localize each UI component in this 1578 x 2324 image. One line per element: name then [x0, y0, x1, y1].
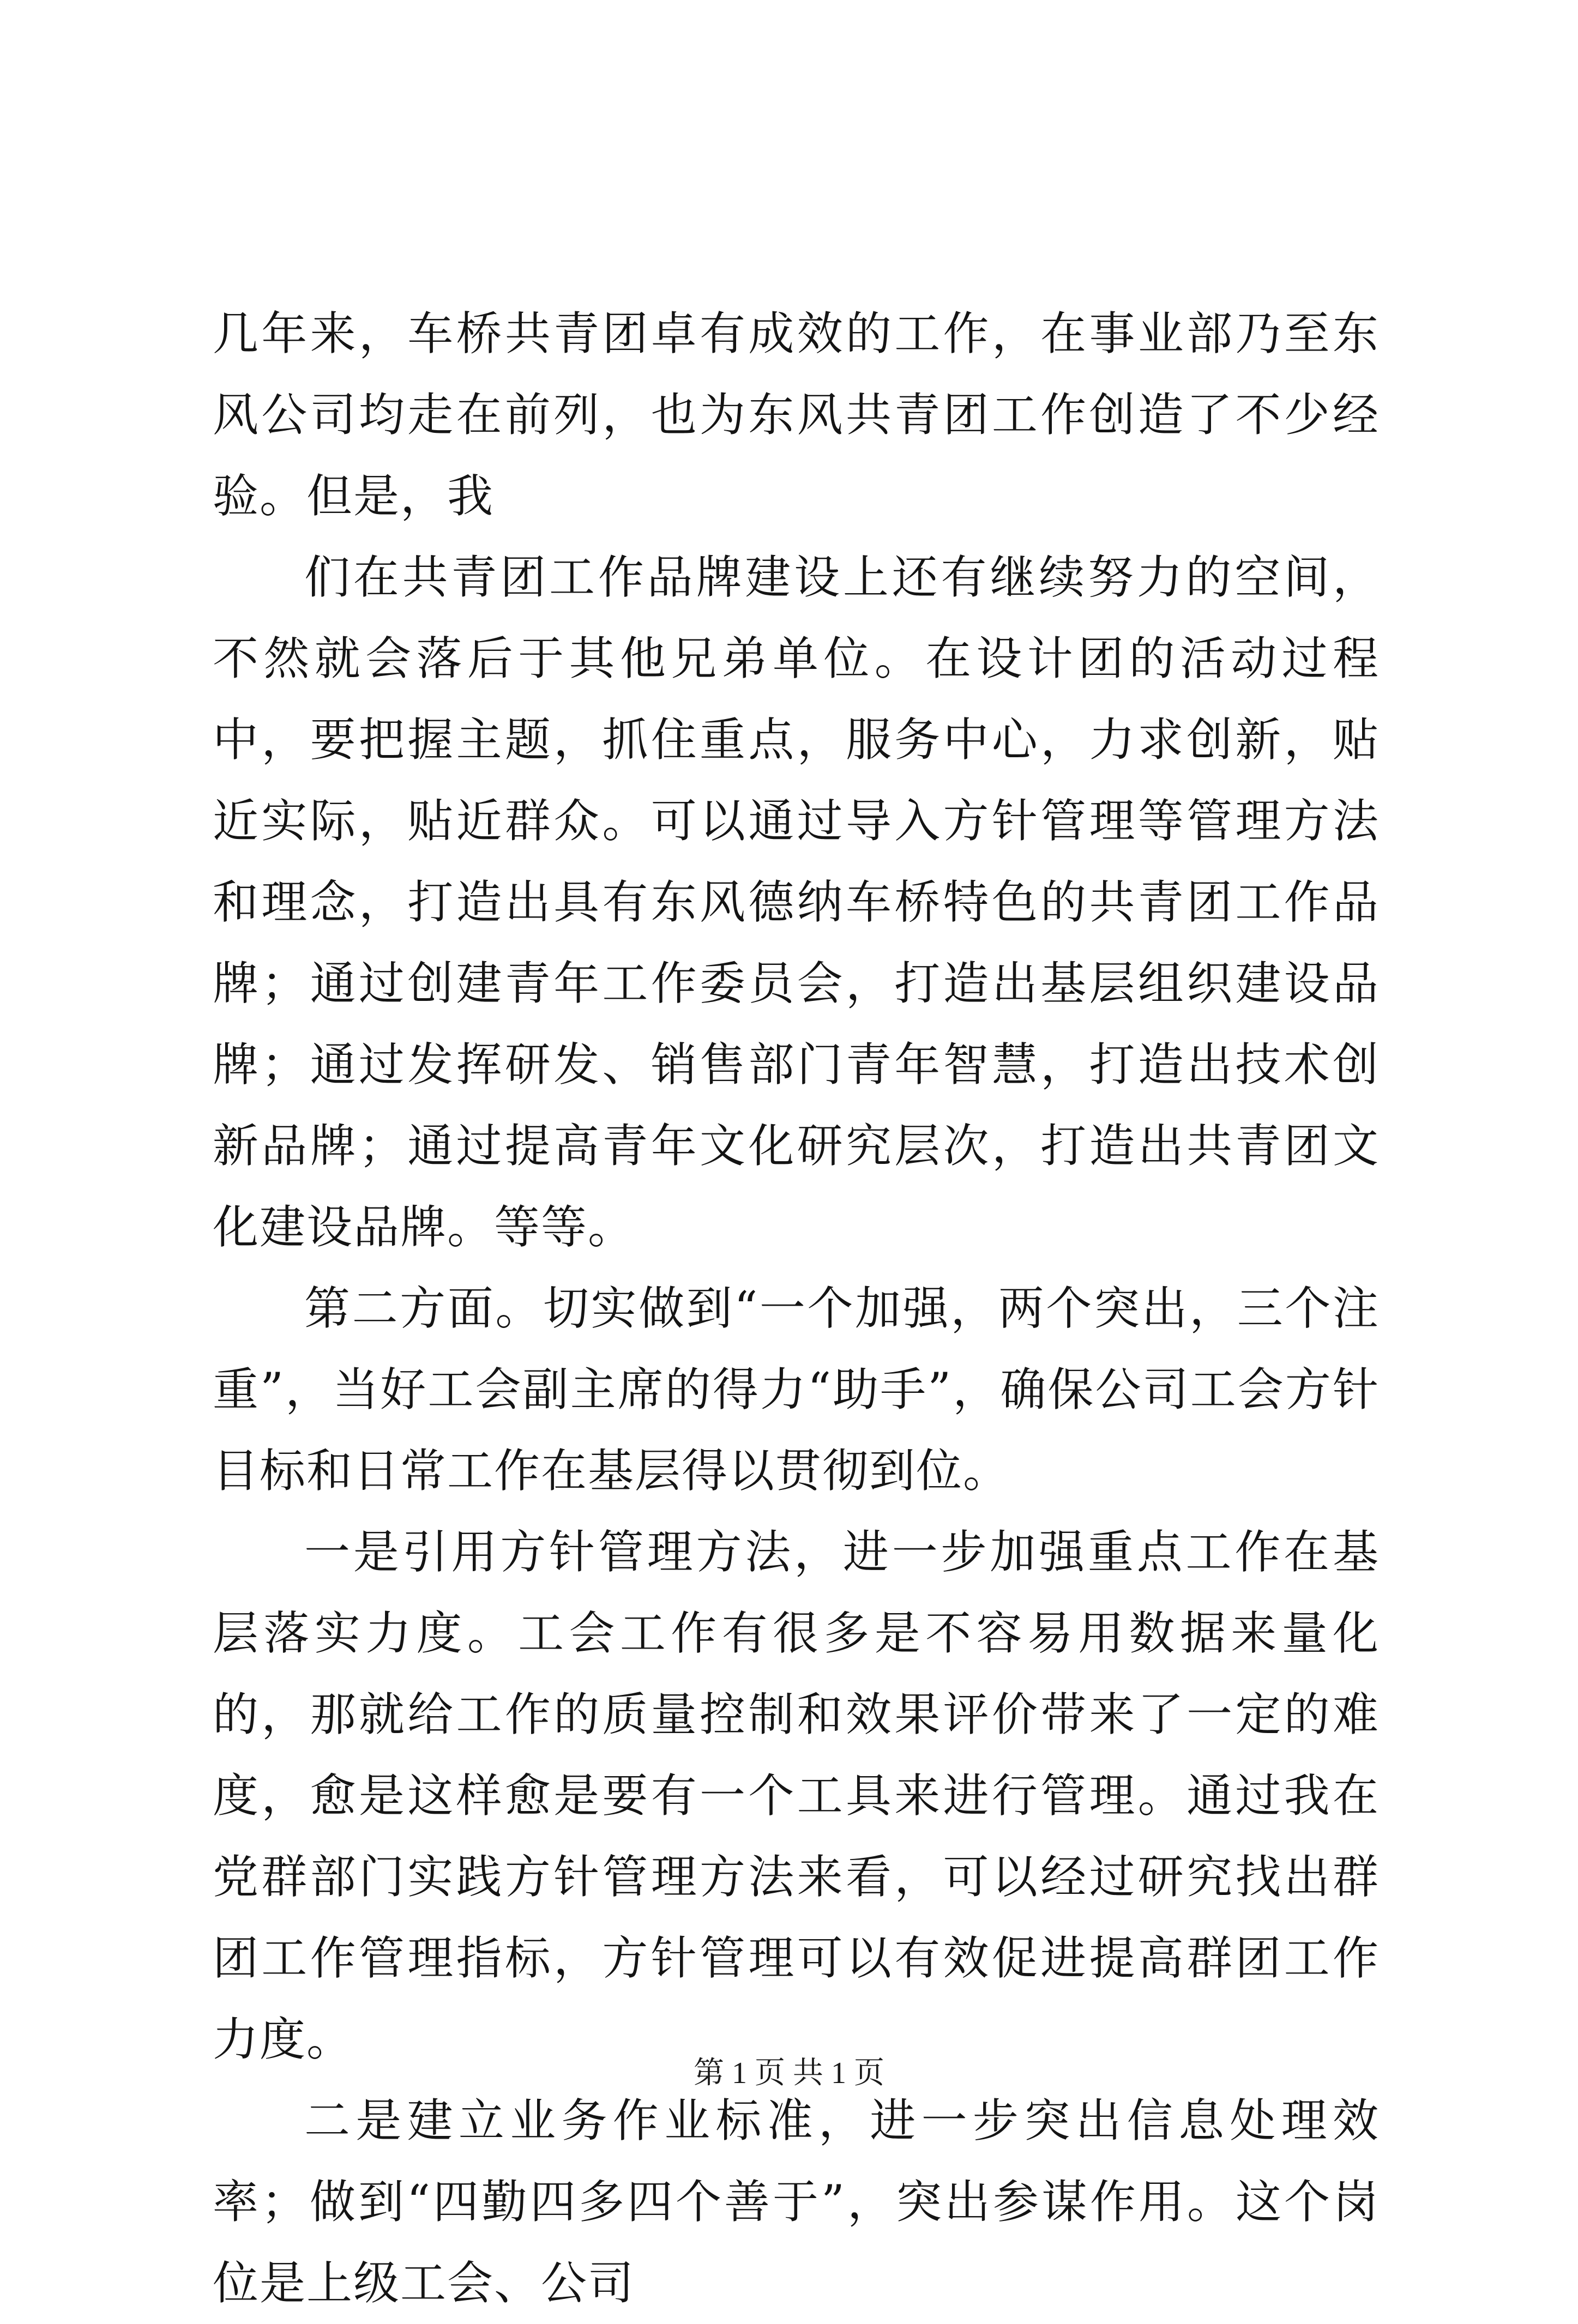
page-footer: 第 1 页 共 1 页 [694, 2056, 884, 2090]
paragraph-5: 二是建立业务作业标准，进一步突出信息处理效率；做到“四勤四多四个善于”，突出参谋作用。这个岗位是上级工会、公司 [213, 2094, 1380, 2310]
paragraph-2: 们在共青团工作品牌建设上还有继续努力的空间，不然就会落后于其他兄弟单位。在设计团的活动过程中，要把握主题，抓住重点，服务中心，力求创新，贴近实际，贴近群众。可以通过导入方针管理等管理方法和理念，打造出具有东风德纳车桥特色的共青团工作品牌；通过创建青年工作委员会，打造出基层组织建设品牌；通过发挥研发、销售部门青年智慧，打造出技术创新品牌；通过提高青年文化研究层次，打造出共青团文化建设品牌。等等。 [213, 551, 1380, 1254]
document-body [213, 293, 1380, 2324]
paragraph-3: 第二方面。切实做到“一个加强，两个突出，三个注重”，当好工会副主席的得力“助手”，确保公司工会方针目标和日常工作在基层得以贯彻到位。 [213, 1282, 1380, 1498]
paragraph-4: 一是引用方针管理方法，进一步加强重点工作在基层落实力度。工会工作有很多是不容易用数据来量化的，那就给工作的质量控制和效果评价带来了一定的难度，愈是这样愈是要有一个工具来进行管理。通过我在党群部门实践方针管理方法来看，可以经过研究找出群团工作管理指标，方针管理可以有效促进提高群团工作力度。 [213, 1525, 1380, 2066]
paragraph-1: 几年来，车桥共青团卓有成效的工作，在事业部乃至东风公司均走在前列，也为东风共青团工作创造了不少经验。但是，我 [213, 307, 1380, 523]
